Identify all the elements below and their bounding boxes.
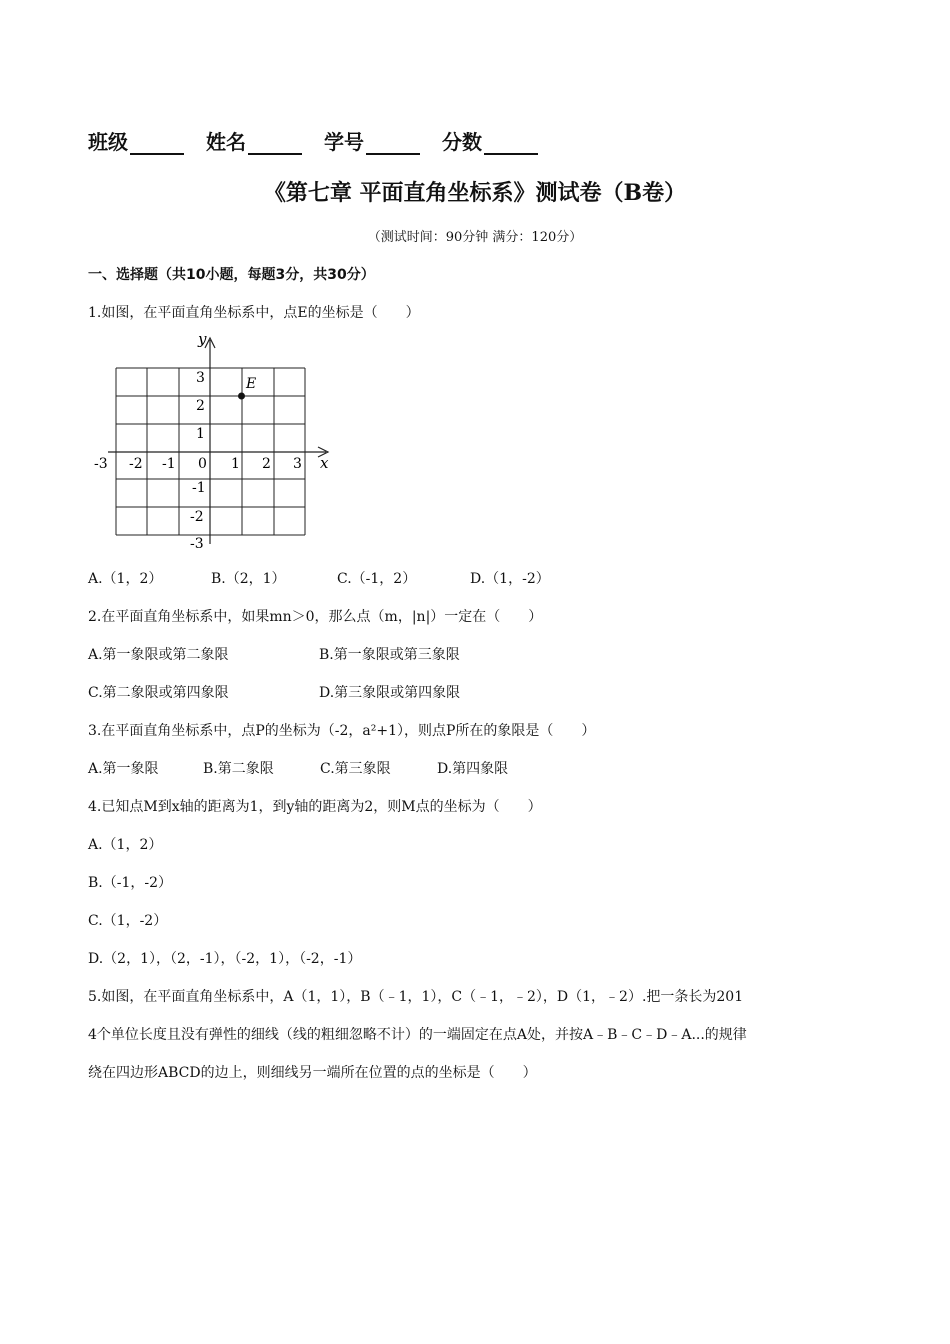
- q4-option-a[interactable]: A.（1，2）: [88, 837, 163, 853]
- question-1-stem: 1.如图，在平面直角坐标系中，点E的坐标是（ ）: [88, 305, 420, 321]
- q1-option-c[interactable]: C.（-1，2）: [337, 571, 417, 587]
- y-tick: -3: [190, 536, 204, 552]
- q1-option-b[interactable]: B.（2，1）: [211, 571, 286, 587]
- student-info-header: [88, 126, 560, 155]
- q1-option-d[interactable]: D.（1，-2）: [470, 571, 550, 587]
- score-field[interactable]: 分数: [442, 126, 538, 155]
- q3-option-a[interactable]: A.第一象限: [88, 761, 159, 777]
- question-3-stem: 3.在平面直角坐标系中，点P的坐标为（-2，a²+1），则点P所在的象限是（ ）: [88, 723, 596, 739]
- x-tick: -1: [162, 456, 176, 472]
- question-2-stem: 2.在平面直角坐标系中，如果mn＞0，那么点（m，|n|）一定在（ ）: [88, 609, 543, 625]
- q3-option-d[interactable]: D.第四象限: [437, 761, 509, 777]
- x-tick: 1: [231, 456, 240, 472]
- x-tick: 0: [198, 456, 207, 472]
- x-tick: 2: [262, 456, 271, 472]
- page-title: 《第七章 平面直角坐标系》测试卷（B卷）: [263, 180, 687, 206]
- point-e-label: E: [246, 376, 257, 392]
- test-info: （测试时间：90分钟 满分：120分）: [367, 230, 583, 245]
- q2-option-c[interactable]: C.第二象限或第四象限: [88, 685, 229, 701]
- score-blank[interactable]: [484, 133, 538, 155]
- y-tick: -2: [190, 509, 204, 525]
- y-tick: 2: [196, 398, 205, 414]
- q2-option-b[interactable]: B.第一象限或第三象限: [319, 647, 460, 663]
- name-field[interactable]: 姓名: [206, 126, 302, 155]
- question-5-line-1: 5.如图，在平面直角坐标系中，A（1，1），B（﹣1，1），C（﹣1，﹣2），D（1，﹣2）.把一条长为201: [88, 989, 744, 1005]
- question-4-stem: 4.已知点M到x轴的距离为1，到y轴的距离为2，则M点的坐标为（ ）: [88, 799, 542, 815]
- y-axis-label: y: [198, 330, 207, 348]
- q2-option-a[interactable]: A.第一象限或第二象限: [88, 647, 229, 663]
- point-e-marker: [238, 393, 245, 400]
- q4-option-d[interactable]: D.（2，1），（2，-1），（-2，1），（-2，-1）: [88, 951, 362, 967]
- q4-option-b[interactable]: B.（-1，-2）: [88, 875, 173, 891]
- y-tick: -1: [192, 480, 206, 496]
- coordinate-grid-figure: [88, 326, 348, 556]
- question-5-line-3: 绕在四边形ABCD的边上，则细线另一端所在位置的点的坐标是（ ）: [88, 1065, 537, 1081]
- class-blank[interactable]: [130, 133, 184, 155]
- section-heading: 一、选择题（共10小题，每题3分，共30分）: [88, 267, 375, 283]
- q3-option-c[interactable]: C.第三象限: [320, 761, 391, 777]
- x-tick: -2: [129, 456, 143, 472]
- x-tick: -3: [94, 456, 108, 472]
- q4-option-c[interactable]: C.（1，-2）: [88, 913, 168, 929]
- y-tick: 1: [196, 426, 205, 442]
- q1-option-a[interactable]: A.（1，2）: [88, 571, 163, 587]
- q2-option-d[interactable]: D.第三象限或第四象限: [319, 685, 461, 701]
- class-field[interactable]: 班级: [88, 126, 184, 155]
- q3-option-b[interactable]: B.第二象限: [203, 761, 274, 777]
- axes: [108, 338, 328, 544]
- id-blank[interactable]: [366, 133, 420, 155]
- question-5-line-2: 4个单位长度且没有弹性的细线（线的粗细忽略不计）的一端固定在点A处，并按A﹣B﹣C﹣D﹣A...的规律: [88, 1027, 747, 1043]
- y-tick: 3: [196, 370, 205, 386]
- x-tick-labels: [94, 456, 302, 472]
- x-axis-label: x: [320, 454, 329, 472]
- student-id-field[interactable]: 学号: [324, 126, 420, 155]
- x-tick: 3: [293, 456, 302, 472]
- name-blank[interactable]: [248, 133, 302, 155]
